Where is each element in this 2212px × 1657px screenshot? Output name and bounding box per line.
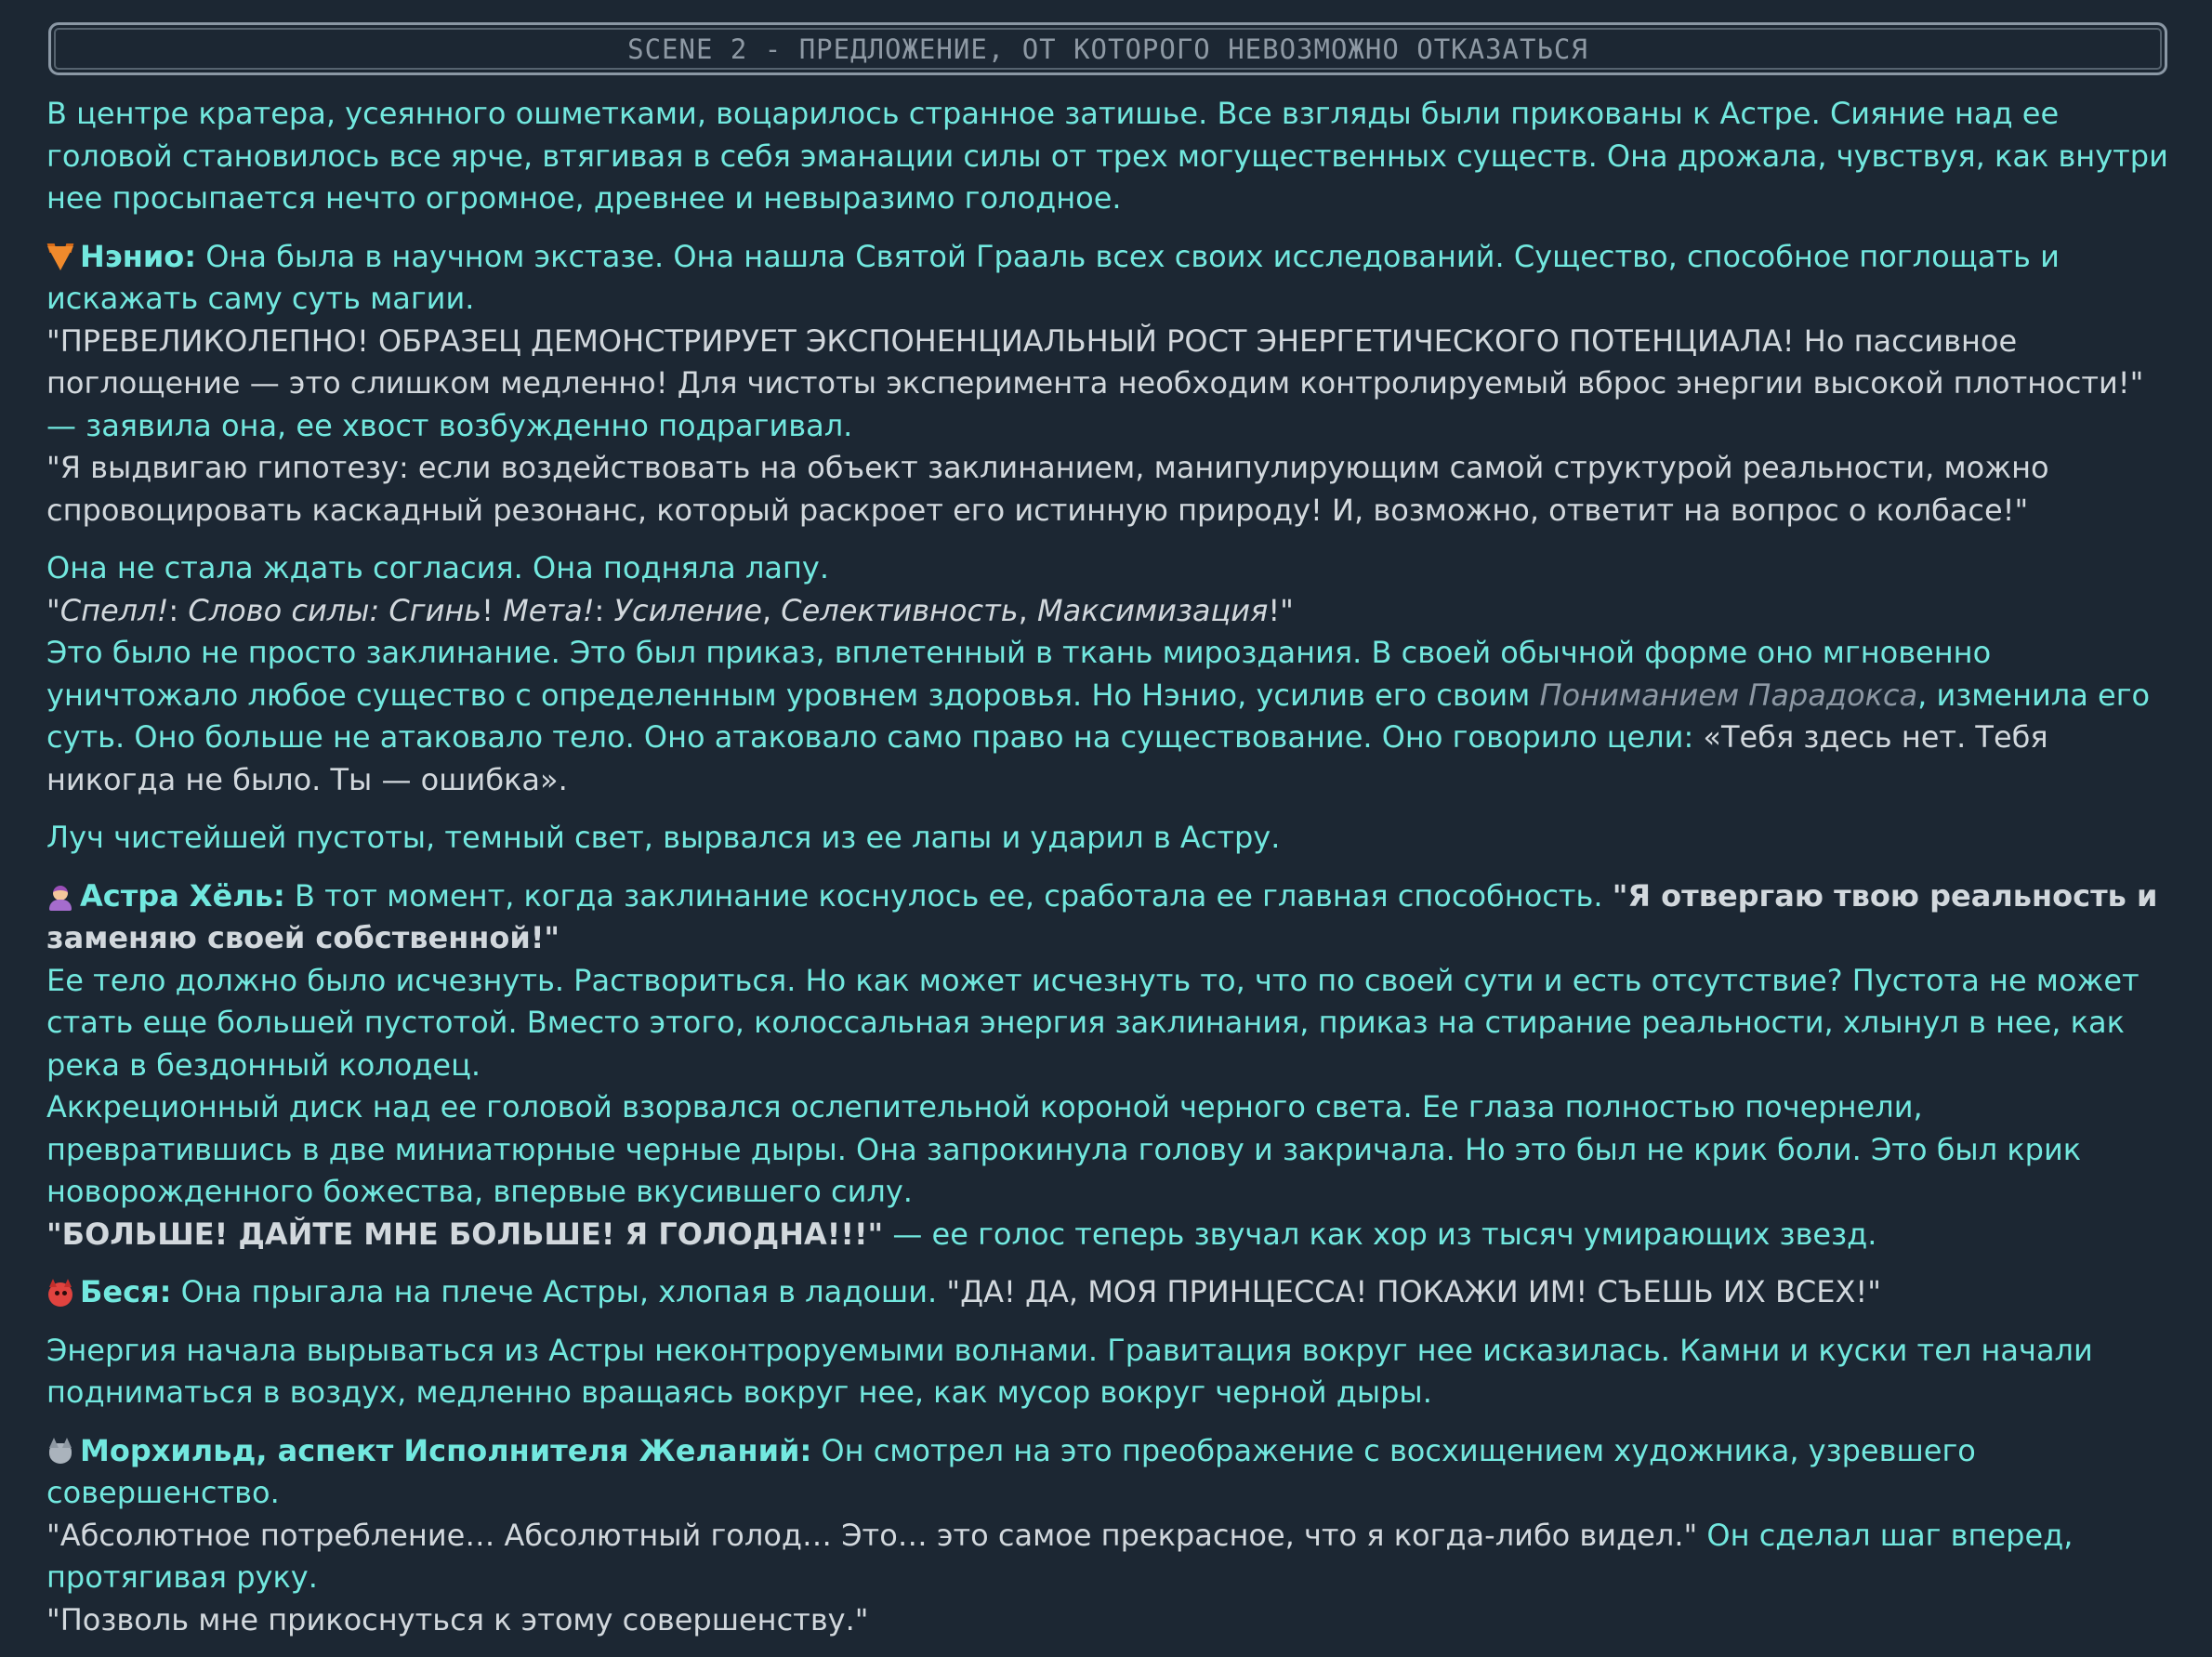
narration-text: Аккреционный диск над ее головой взорвался ослепительной короной черного света. Ее глаза полностью почернели, превратившись в две миниатюрные черные дыры. Она запрокинула голову и закричала. Но это был не крик боли. Это был крик новорожденного божества, впервые вкусившего силу. (46, 1089, 2082, 1209)
quote-text: "Я выдвигаю гипотезу: если воздействовать на объект заклинанием, манипулирующим самой структурой реальности, можно спровоцировать каскадный резонанс, который раскроет его истинную природу! И, возможно, ответит на вопрос о колбасе!" (46, 450, 2049, 528)
quote-text: "БОЛЬШЕ! ДАЙТЕ МНЕ БОЛЬШЕ! Я ГОЛОДНА!!!" (46, 1216, 884, 1252)
speaker-name: Морхильд, аспект Исполнителя Желаний: (80, 1432, 812, 1468)
narration-text: — ее голос теперь звучал как хор из тысяч умирающих звезд. (883, 1216, 1877, 1252)
speaker-name: Нэнио: (80, 238, 197, 274)
wolf-emoji-icon (46, 1438, 74, 1466)
narration-text: Он смотрел на это преображение с восхищением художника, узревшего совершенство. (46, 1432, 1976, 1510)
dialogue-morhild (46, 1430, 2169, 1642)
narration-text: В тот момент, когда заклинание коснулось ее, сработала ее главная способность. (284, 877, 1613, 914)
narration-text: Луч чистейшей пустоты, темный свет, вырвался из ее лапы и ударил в Астру. (46, 820, 1281, 855)
scene-title: SCENE 2 - ПРЕДЛОЖЕНИЕ, ОТ КОТОРОГО НЕВОЗМОЖНО ОТКАЗАТЬСЯ (627, 33, 1588, 65)
quote-text: "ДА! ДА, МОЯ ПРИНЦЕССА! ПОКАЖИ ИМ! СЪЕШЬ ИХ ВСЕХ!" (946, 1274, 1881, 1309)
narration-paragraph (46, 93, 2169, 220)
girl-emoji-icon (46, 883, 74, 911)
quote-text: «Тебя здесь нет. Тебя никогда не было. Ты — ошибка». (46, 719, 2048, 797)
speaker-name: Беся: (80, 1274, 172, 1309)
narration-text: Энергия начала вырываться из Астры неконтроруемыми волнами. Гравитация вокруг нее исказилась. Камни и куски тел начали подниматься в воздух, медленно вращаясь вокруг нее, как мусор вокруг черной дыры. (46, 1332, 2093, 1410)
quote-text: "Я отвергаю твою реальность и заменяю своей собственной!" (46, 877, 2158, 955)
story-text (46, 93, 2169, 1657)
paradox-term: Пониманием Парадокса (1539, 677, 1918, 713)
dialogue-astra (46, 875, 2169, 1256)
narration-text: Она не стала ждать согласия. Она подняла лапу. (46, 550, 830, 585)
narration-text: Это было не просто заклинание. Это был приказ, вплетенный в ткань мироздания. В своей обычной форме оно мгновенно уничтожало любое существо с определенным уровнем здоровья. Но Нэнио, усилив его своим (46, 635, 1992, 713)
devil-emoji-icon (46, 1279, 74, 1307)
narration-text: Она прыгала на плече Астры, хлопая в ладоши. (171, 1274, 947, 1309)
narration-paragraph (46, 817, 2169, 860)
quote-text: "Абсолютное потребление… Абсолютный голод… Это… это самое прекрасное, что я когда-либо видел." (46, 1517, 1698, 1553)
dialogue-besya (46, 1271, 2169, 1314)
scene-header (48, 22, 2167, 75)
narration-text: Он сделал шаг вперед, протягивая руку. (46, 1517, 2074, 1595)
fox-emoji-icon (46, 243, 74, 271)
narration-text: В центре кратера, усеянного ошметками, воцарилось странное затишье. Все взгляды были прикованы к Астре. Сияние над ее головой становилось все ярче, втягивая в себя эманации силы от трех могущественных существ. Она дрожала, чувствуя, как внутри нее просыпается нечто огромное, древнее и невыразимо голодное. (46, 96, 2168, 216)
quote-text: "Позволь мне прикоснуться к этому совершенству." (46, 1601, 869, 1637)
speaker-name: Астра Хёль: (80, 877, 285, 914)
narration-text: Ее тело должно было исчезнуть. Раствориться. Но как может исчезнуть то, что по своей сути и есть отсутствие? Пустота не может стать еще большей пустотой. Вместо этого, колоссальная энергия заклинания, приказ на стирание реальности, хлынул в нее, как река в бездонный колодец. (46, 962, 2140, 1083)
narration-paragraph (46, 1330, 2169, 1414)
narration-text: , изменила его суть. Оно больше не атаковало тело. Оно атаковало само право на существование. Оно говорило цели: (46, 677, 2151, 755)
spell-quote: "Спелл!: Слово силы: Сгинь! Мета!: Усиление, Селективность, Максимизация!" (46, 592, 1294, 628)
narration-text: — заявила она, ее хвост возбужденно подрагивал. (46, 407, 853, 443)
quote-text: "ПРЕВЕЛИКОЛЕПНО! ОБРАЗЕЦ ДЕМОНСТРИРУЕТ ЭКСПОНЕНЦИАЛЬНЫЙ РОСТ ЭНЕРГЕТИЧЕСКОГО ПОТЕНЦИАЛА! Но пассивное поглощение — это слишком медленно! Для чистоты эксперимента необходим контролируемый вброс энергии высокой плотности!" (46, 322, 2144, 401)
spell-paragraph (46, 547, 2169, 801)
dialogue-nenio (46, 236, 2169, 533)
narration-text: Она была в научном экстазе. Она нашла Святой Грааль всех своих исследований. Существо, способное поглощать и искажать саму суть магии. (46, 238, 2060, 316)
